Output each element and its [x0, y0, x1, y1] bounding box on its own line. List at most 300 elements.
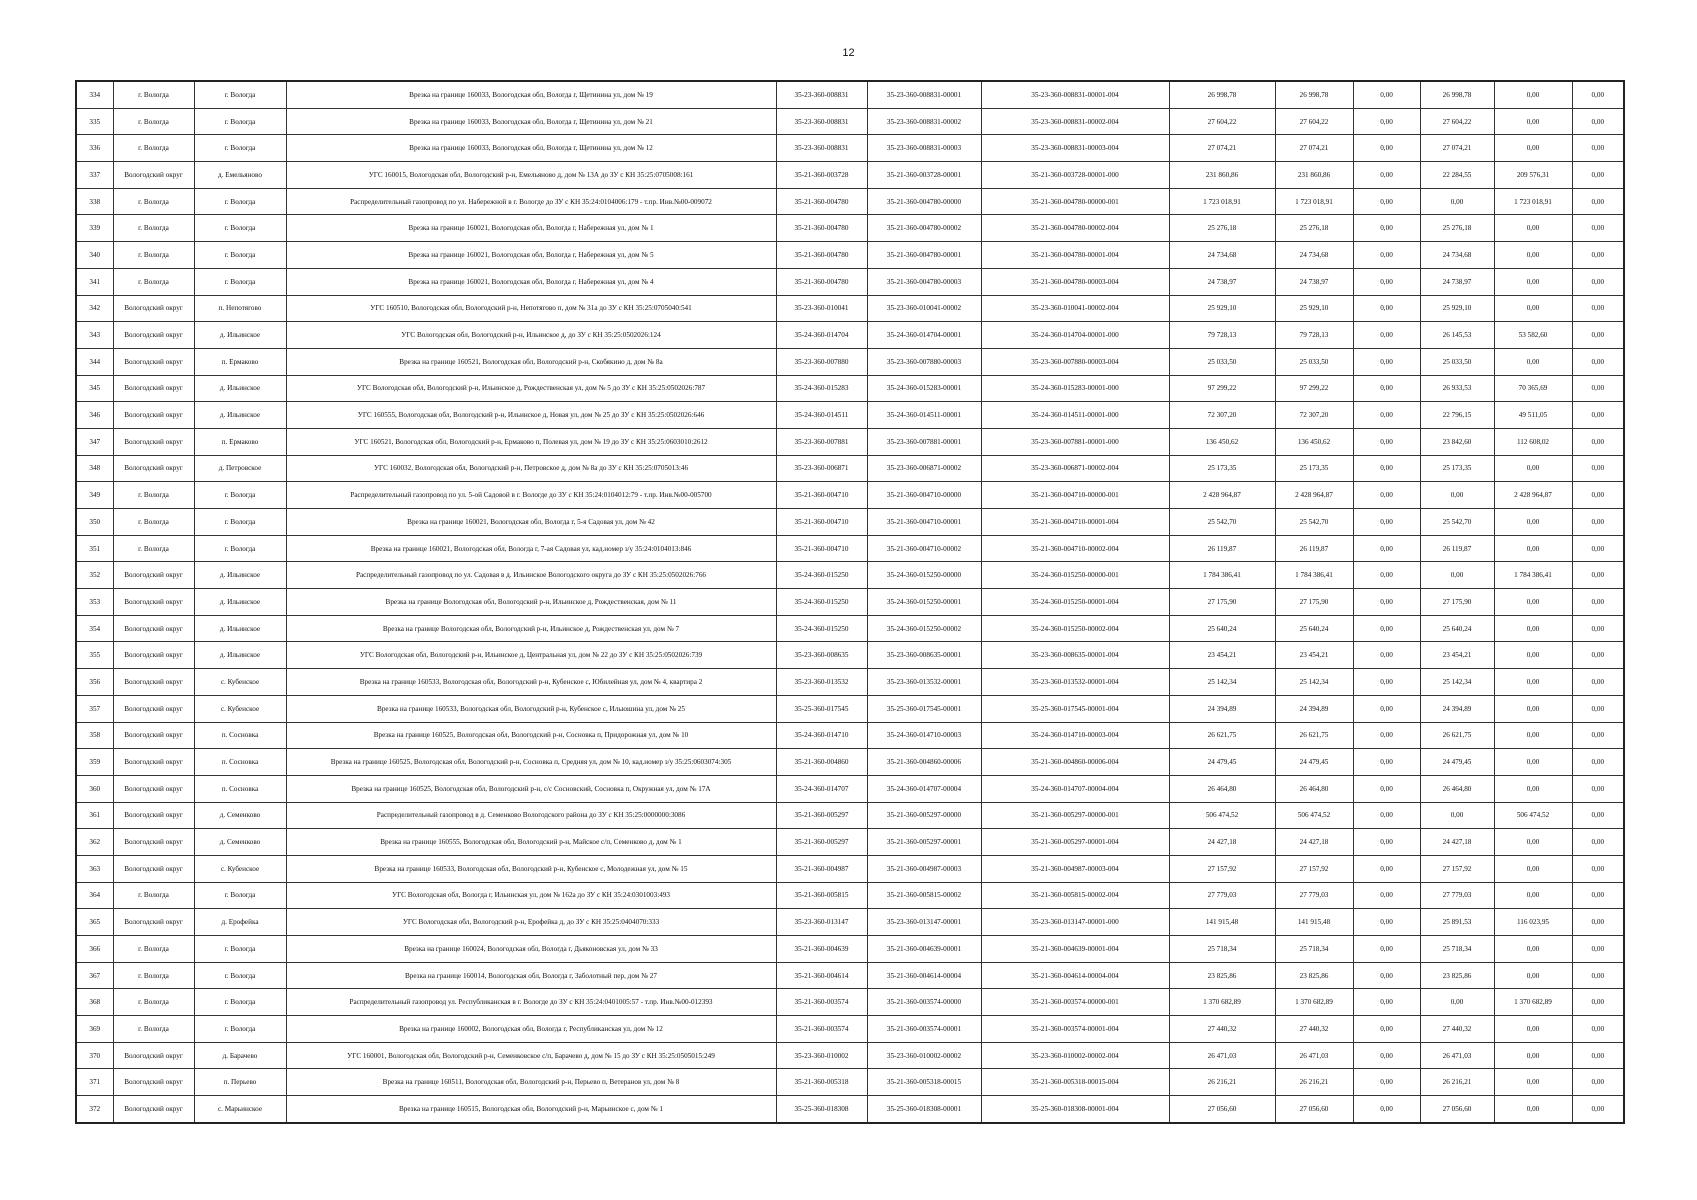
row-number-cell: 368 [76, 989, 113, 1016]
table-row [76, 375, 1624, 402]
code-cell: 35-23-360-008831 [776, 108, 867, 135]
row-number-cell: 346 [76, 402, 113, 429]
table-row [76, 108, 1624, 135]
value-cell: 506 474,52 [1275, 802, 1353, 829]
row-number-cell: 349 [76, 482, 113, 509]
zero-value-cell: 0,00 [1353, 108, 1420, 135]
subcode-cell: 35-25-360-018308-00001 [867, 1096, 981, 1123]
code-cell: 35-24-360-014704 [776, 322, 867, 349]
row-number-cell: 365 [76, 909, 113, 936]
zero-value-cell: 0,00 [1353, 962, 1420, 989]
code-cell: 35-21-360-004780 [776, 268, 867, 295]
part-value-cell: 24 394,89 [1420, 695, 1494, 722]
table-row [76, 509, 1624, 536]
part-value-cell: 25 929,10 [1420, 295, 1494, 322]
settlement-cell: г. Вологда [194, 215, 286, 242]
table-row [76, 322, 1624, 349]
remainder-value-cell: 0,00 [1494, 962, 1572, 989]
row-number-cell: 364 [76, 882, 113, 909]
value-cell: 79 728,13 [1275, 322, 1353, 349]
full-code-cell: 35-23-360-006871-00002-004 [981, 455, 1169, 482]
district-cell: г. Вологда [113, 108, 194, 135]
full-code-cell: 35-23-360-013147-00001-000 [981, 909, 1169, 936]
part-value-cell: 25 142,34 [1420, 669, 1494, 696]
code-cell: 35-24-360-014707 [776, 775, 867, 802]
settlement-cell: г. Вологда [194, 1016, 286, 1043]
value-cell: 141 915,48 [1275, 909, 1353, 936]
part-value-cell: 26 119,87 [1420, 535, 1494, 562]
settlement-cell: г. Вологда [194, 962, 286, 989]
full-code-cell: 35-24-360-014511-00001-000 [981, 402, 1169, 429]
code-cell: 35-21-360-004860 [776, 749, 867, 776]
code-cell: 35-25-360-018308 [776, 1096, 867, 1123]
district-cell: г. Вологда [113, 1016, 194, 1043]
district-cell: г. Вологда [113, 509, 194, 536]
last-value-cell: 0,00 [1572, 1069, 1624, 1096]
object-description-cell: УГС 160032, Вологодская обл, Вологодский р-н, Петровское д, дом № 8а до ЗУ с КН 35:25:0705013:46 [286, 455, 776, 482]
settlement-cell: с. Кубенское [194, 669, 286, 696]
code-cell: 35-21-360-003574 [776, 1016, 867, 1043]
code-cell: 35-23-360-008635 [776, 642, 867, 669]
full-code-cell: 35-21-360-005297-00000-001 [981, 802, 1169, 829]
subcode-cell: 35-24-360-015283-00001 [867, 375, 981, 402]
subcode-cell: 35-23-360-008831-00002 [867, 108, 981, 135]
full-code-cell: 35-25-360-017545-00001-004 [981, 695, 1169, 722]
district-cell: Вологодский округ [113, 562, 194, 589]
remainder-value-cell: 0,00 [1494, 589, 1572, 616]
total-value-cell: 27 157,92 [1169, 855, 1275, 882]
value-cell: 26 464,80 [1275, 775, 1353, 802]
part-value-cell: 26 216,21 [1420, 1069, 1494, 1096]
zero-value-cell: 0,00 [1353, 669, 1420, 696]
remainder-value-cell: 0,00 [1494, 535, 1572, 562]
object-description-cell: УГС 160001, Вологодская обл, Вологодский р-н, Семенковское с/п, Барачево д, дом № 15 до ЗУ с КН 35:25:0505015:249 [286, 1042, 776, 1069]
last-value-cell: 0,00 [1572, 402, 1624, 429]
remainder-value-cell: 506 474,52 [1494, 802, 1572, 829]
district-cell: Вологодский округ [113, 348, 194, 375]
table-row [76, 669, 1624, 696]
table-row [76, 615, 1624, 642]
part-value-cell: 23 454,21 [1420, 642, 1494, 669]
district-cell: г. Вологда [113, 188, 194, 215]
table-row [76, 936, 1624, 963]
remainder-value-cell: 0,00 [1494, 615, 1572, 642]
value-cell: 23 454,21 [1275, 642, 1353, 669]
remainder-value-cell: 1 784 386,41 [1494, 562, 1572, 589]
total-value-cell: 506 474,52 [1169, 802, 1275, 829]
code-cell: 35-21-360-004987 [776, 855, 867, 882]
subcode-cell: 35-24-360-014707-00004 [867, 775, 981, 802]
settlement-cell: с. Кубенское [194, 855, 286, 882]
zero-value-cell: 0,00 [1353, 1042, 1420, 1069]
district-cell: Вологодский округ [113, 589, 194, 616]
last-value-cell: 0,00 [1572, 188, 1624, 215]
value-cell: 25 173,35 [1275, 455, 1353, 482]
zero-value-cell: 0,00 [1353, 1096, 1420, 1123]
subcode-cell: 35-21-360-004710-00000 [867, 482, 981, 509]
total-value-cell: 97 299,22 [1169, 375, 1275, 402]
row-number-cell: 372 [76, 1096, 113, 1123]
full-code-cell: 35-24-360-014710-00003-004 [981, 722, 1169, 749]
code-cell: 35-24-360-015250 [776, 562, 867, 589]
zero-value-cell: 0,00 [1353, 81, 1420, 108]
last-value-cell: 0,00 [1572, 348, 1624, 375]
district-cell: Вологодский округ [113, 1069, 194, 1096]
settlement-cell: с. Кубенское [194, 695, 286, 722]
full-code-cell: 35-24-360-015250-00000-001 [981, 562, 1169, 589]
value-cell: 1 370 682,89 [1275, 989, 1353, 1016]
code-cell: 35-24-360-014511 [776, 402, 867, 429]
value-cell: 26 621,75 [1275, 722, 1353, 749]
remainder-value-cell: 70 365,69 [1494, 375, 1572, 402]
full-code-cell: 35-21-360-004710-00002-004 [981, 535, 1169, 562]
district-cell: г. Вологда [113, 962, 194, 989]
table-row [76, 882, 1624, 909]
code-cell: 35-21-360-004780 [776, 188, 867, 215]
full-code-cell: 35-21-360-005318-00015-004 [981, 1069, 1169, 1096]
district-cell: Вологодский округ [113, 695, 194, 722]
district-cell: Вологодский округ [113, 802, 194, 829]
last-value-cell: 0,00 [1572, 268, 1624, 295]
last-value-cell: 0,00 [1572, 482, 1624, 509]
row-number-cell: 366 [76, 936, 113, 963]
settlement-cell: д. Ильинское [194, 375, 286, 402]
zero-value-cell: 0,00 [1353, 215, 1420, 242]
zero-value-cell: 0,00 [1353, 375, 1420, 402]
remainder-value-cell: 1 370 682,89 [1494, 989, 1572, 1016]
value-cell: 25 033,50 [1275, 348, 1353, 375]
value-cell: 72 307,20 [1275, 402, 1353, 429]
table-row [76, 535, 1624, 562]
last-value-cell: 0,00 [1572, 1016, 1624, 1043]
table-row [76, 1042, 1624, 1069]
part-value-cell: 25 173,35 [1420, 455, 1494, 482]
total-value-cell: 231 860,86 [1169, 162, 1275, 189]
last-value-cell: 0,00 [1572, 722, 1624, 749]
table-row [76, 188, 1624, 215]
remainder-value-cell: 0,00 [1494, 268, 1572, 295]
total-value-cell: 1 784 386,41 [1169, 562, 1275, 589]
last-value-cell: 0,00 [1572, 615, 1624, 642]
settlement-cell: д. Ильинское [194, 615, 286, 642]
last-value-cell: 0,00 [1572, 215, 1624, 242]
table-row [76, 775, 1624, 802]
row-number-cell: 334 [76, 81, 113, 108]
settlement-cell: д. Семенково [194, 802, 286, 829]
full-code-cell: 35-23-360-010002-00002-004 [981, 1042, 1169, 1069]
remainder-value-cell: 0,00 [1494, 936, 1572, 963]
zero-value-cell: 0,00 [1353, 509, 1420, 536]
value-cell: 24 738,97 [1275, 268, 1353, 295]
last-value-cell: 0,00 [1572, 375, 1624, 402]
object-description-cell: Врезка на границе 160521, Вологодская обл, Вологодский р-н, Скобякино д, дом № 8а [286, 348, 776, 375]
full-code-cell: 35-23-360-008831-00003-004 [981, 135, 1169, 162]
object-description-cell: Врезка на границе 160555, Вологодская обл, Вологодский р-н, Майское с/п, Семенково д, дом № 1 [286, 829, 776, 856]
part-value-cell: 26 145,53 [1420, 322, 1494, 349]
total-value-cell: 27 056,60 [1169, 1096, 1275, 1123]
full-code-cell: 35-23-360-008831-00001-004 [981, 81, 1169, 108]
settlement-cell: г. Вологда [194, 135, 286, 162]
table-row [76, 1016, 1624, 1043]
object-description-cell: Распределительный газопровод по ул. Набережной в г. Вологде до ЗУ с КН 35:24:0104006:179 - т.пр. Инв.№00-009072 [286, 188, 776, 215]
remainder-value-cell: 0,00 [1494, 295, 1572, 322]
subcode-cell: 35-24-360-015250-00001 [867, 589, 981, 616]
subcode-cell: 35-24-360-014511-00001 [867, 402, 981, 429]
district-cell: Вологодский округ [113, 428, 194, 455]
row-number-cell: 336 [76, 135, 113, 162]
full-code-cell: 35-21-360-004860-00006-004 [981, 749, 1169, 776]
table-row [76, 295, 1624, 322]
remainder-value-cell: 0,00 [1494, 722, 1572, 749]
last-value-cell: 0,00 [1572, 509, 1624, 536]
object-description-cell: Врезка на границе 160511, Вологодская обл, Вологодский р-н, Перьево п, Ветеранов ул, дом № 8 [286, 1069, 776, 1096]
row-number-cell: 340 [76, 242, 113, 269]
table-row [76, 802, 1624, 829]
row-number-cell: 371 [76, 1069, 113, 1096]
part-value-cell: 27 440,32 [1420, 1016, 1494, 1043]
full-code-cell: 35-21-360-004780-00000-001 [981, 188, 1169, 215]
total-value-cell: 23 825,86 [1169, 962, 1275, 989]
object-description-cell: Врезка на границе 160033, Вологодская обл, Вологда г, Щетинина ул, дом № 21 [286, 108, 776, 135]
subcode-cell: 35-25-360-017545-00001 [867, 695, 981, 722]
zero-value-cell: 0,00 [1353, 535, 1420, 562]
object-description-cell: Врезка на границе 160002, Вологодская обл, Вологда г, Республиканская ул, дом № 12 [286, 1016, 776, 1043]
total-value-cell: 26 464,80 [1169, 775, 1275, 802]
district-cell: г. Вологда [113, 936, 194, 963]
row-number-cell: 348 [76, 455, 113, 482]
last-value-cell: 0,00 [1572, 562, 1624, 589]
part-value-cell: 0,00 [1420, 989, 1494, 1016]
value-cell: 26 119,87 [1275, 535, 1353, 562]
full-code-cell: 35-23-360-007880-00003-004 [981, 348, 1169, 375]
row-number-cell: 354 [76, 615, 113, 642]
part-value-cell: 27 175,90 [1420, 589, 1494, 616]
remainder-value-cell: 0,00 [1494, 775, 1572, 802]
settlement-cell: п. Сосновка [194, 749, 286, 776]
settlement-cell: п. Перьево [194, 1069, 286, 1096]
total-value-cell: 136 450,62 [1169, 428, 1275, 455]
full-code-cell: 35-23-360-008831-00002-004 [981, 108, 1169, 135]
value-cell: 26 471,03 [1275, 1042, 1353, 1069]
district-cell: Вологодский округ [113, 322, 194, 349]
remainder-value-cell: 0,00 [1494, 455, 1572, 482]
district-cell: Вологодский округ [113, 402, 194, 429]
part-value-cell: 27 056,60 [1420, 1096, 1494, 1123]
subcode-cell: 35-23-360-008831-00001 [867, 81, 981, 108]
total-value-cell: 26 216,21 [1169, 1069, 1275, 1096]
value-cell: 24 394,89 [1275, 695, 1353, 722]
row-number-cell: 352 [76, 562, 113, 589]
part-value-cell: 0,00 [1420, 802, 1494, 829]
total-value-cell: 25 542,70 [1169, 509, 1275, 536]
object-description-cell: УГС 160015, Вологодская обл, Вологодский р-н, Емельяново д, дом № 13А до ЗУ с КН 35:25:0705008:161 [286, 162, 776, 189]
object-description-cell: Врезка на границе 160021, Вологодская обл, Вологда г, Набережная ул, дом № 4 [286, 268, 776, 295]
remainder-value-cell: 116 023,95 [1494, 909, 1572, 936]
total-value-cell: 24 427,18 [1169, 829, 1275, 856]
last-value-cell: 0,00 [1572, 1096, 1624, 1123]
district-cell: Вологодский округ [113, 295, 194, 322]
district-cell: г. Вологда [113, 482, 194, 509]
last-value-cell: 0,00 [1572, 989, 1624, 1016]
value-cell: 1 723 018,91 [1275, 188, 1353, 215]
remainder-value-cell: 112 608,02 [1494, 428, 1572, 455]
part-value-cell: 25 542,70 [1420, 509, 1494, 536]
row-number-cell: 355 [76, 642, 113, 669]
row-number-cell: 363 [76, 855, 113, 882]
full-code-cell: 35-21-360-003574-00001-004 [981, 1016, 1169, 1043]
last-value-cell: 0,00 [1572, 909, 1624, 936]
remainder-value-cell: 209 576,31 [1494, 162, 1572, 189]
table-row [76, 81, 1624, 108]
subcode-cell: 35-21-360-004780-00001 [867, 242, 981, 269]
object-description-cell: УГС 160510, Вологодская обл, Вологодский р-н, Непотягово п, дом № 31а до ЗУ с КН 35:25:0705040:541 [286, 295, 776, 322]
object-description-cell: Врезка на границе 160533, Вологодская обл, Вологодский р-н, Кубенское с, Юбилейная ул, дом № 4, квартира 2 [286, 669, 776, 696]
object-description-cell: Врезка на границе 160014, Вологодская обл, Вологда г, Заболотный пер, дом № 27 [286, 962, 776, 989]
table-row [76, 242, 1624, 269]
last-value-cell: 0,00 [1572, 455, 1624, 482]
last-value-cell: 0,00 [1572, 135, 1624, 162]
part-value-cell: 0,00 [1420, 188, 1494, 215]
code-cell: 35-23-360-006871 [776, 455, 867, 482]
code-cell: 35-21-360-005318 [776, 1069, 867, 1096]
total-value-cell: 2 428 964,87 [1169, 482, 1275, 509]
object-description-cell: УГС Вологодская обл, Вологодский р-н, Ильинское д, Рождественская ул, дом № 5 до ЗУ с КН 35:25:0502026:787 [286, 375, 776, 402]
subcode-cell: 35-23-360-008635-00001 [867, 642, 981, 669]
subcode-cell: 35-21-360-004614-00004 [867, 962, 981, 989]
subcode-cell: 35-21-360-004780-00003 [867, 268, 981, 295]
row-number-cell: 370 [76, 1042, 113, 1069]
value-cell: 25 276,18 [1275, 215, 1353, 242]
table-row [76, 962, 1624, 989]
last-value-cell: 0,00 [1572, 962, 1624, 989]
subcode-cell: 35-21-360-004710-00002 [867, 535, 981, 562]
total-value-cell: 26 621,75 [1169, 722, 1275, 749]
district-cell: Вологодский округ [113, 615, 194, 642]
settlement-cell: г. Вологда [194, 535, 286, 562]
value-cell: 27 157,92 [1275, 855, 1353, 882]
value-cell: 23 825,86 [1275, 962, 1353, 989]
zero-value-cell: 0,00 [1353, 455, 1420, 482]
last-value-cell: 0,00 [1572, 936, 1624, 963]
value-cell: 24 427,18 [1275, 829, 1353, 856]
zero-value-cell: 0,00 [1353, 428, 1420, 455]
total-value-cell: 25 173,35 [1169, 455, 1275, 482]
settlement-cell: г. Вологда [194, 188, 286, 215]
subcode-cell: 35-24-360-015250-00000 [867, 562, 981, 589]
zero-value-cell: 0,00 [1353, 775, 1420, 802]
code-cell: 35-21-360-005297 [776, 802, 867, 829]
zero-value-cell: 0,00 [1353, 188, 1420, 215]
settlement-cell: д. Ильинское [194, 562, 286, 589]
row-number-cell: 357 [76, 695, 113, 722]
value-cell: 136 450,62 [1275, 428, 1353, 455]
last-value-cell: 0,00 [1572, 695, 1624, 722]
total-value-cell: 72 307,20 [1169, 402, 1275, 429]
settlement-cell: п. Ермаково [194, 348, 286, 375]
table-row [76, 268, 1624, 295]
subcode-cell: 35-21-360-004639-00001 [867, 936, 981, 963]
code-cell: 35-24-360-015250 [776, 615, 867, 642]
remainder-value-cell: 0,00 [1494, 108, 1572, 135]
full-code-cell: 35-23-360-008635-00001-004 [981, 642, 1169, 669]
object-description-cell: УГС 160555, Вологодская обл, Вологодский р-н, Ильинское д, Новая ул, дом № 25 до ЗУ с КН 35:25:0502026:646 [286, 402, 776, 429]
object-description-cell: Врезка на границе 160525, Вологодская обл, Вологодский р-н, Сосновка п, Средняя ул, дом № 10, кад.номер з/у 35:25:0603074:305 [286, 749, 776, 776]
part-value-cell: 23 825,86 [1420, 962, 1494, 989]
part-value-cell: 27 779,03 [1420, 882, 1494, 909]
full-code-cell: 35-21-360-004780-00001-004 [981, 242, 1169, 269]
district-cell: г. Вологда [113, 242, 194, 269]
settlement-cell: г. Вологда [194, 989, 286, 1016]
object-description-cell: Врезка на границе 160033, Вологодская обл, Вологда г, Щетинина ул, дом № 12 [286, 135, 776, 162]
subcode-cell: 35-21-360-003574-00000 [867, 989, 981, 1016]
zero-value-cell: 0,00 [1353, 562, 1420, 589]
object-description-cell: УГС 160521, Вологодская обл, Вологодский р-н, Ермаково п, Полевая ул, дом № 19 до ЗУ с КН 35:25:0603010:2612 [286, 428, 776, 455]
table-row [76, 695, 1624, 722]
last-value-cell: 0,00 [1572, 428, 1624, 455]
code-cell: 35-23-360-007880 [776, 348, 867, 375]
part-value-cell: 25 033,50 [1420, 348, 1494, 375]
row-number-cell: 360 [76, 775, 113, 802]
district-cell: Вологодский округ [113, 375, 194, 402]
subcode-cell: 35-21-360-004860-00006 [867, 749, 981, 776]
object-description-cell: Врезка на границе 160525, Вологодская обл, Вологодский р-н, с/с Сосновский, Сосновка п, Окружная ул, дом № 17А [286, 775, 776, 802]
value-cell: 24 479,45 [1275, 749, 1353, 776]
code-cell: 35-21-360-004614 [776, 962, 867, 989]
settlement-cell: д. Барачево [194, 1042, 286, 1069]
remainder-value-cell: 0,00 [1494, 81, 1572, 108]
remainder-value-cell: 0,00 [1494, 348, 1572, 375]
value-cell: 2 428 964,87 [1275, 482, 1353, 509]
remainder-value-cell: 0,00 [1494, 642, 1572, 669]
part-value-cell: 27 074,21 [1420, 135, 1494, 162]
row-number-cell: 345 [76, 375, 113, 402]
code-cell: 35-21-360-005297 [776, 829, 867, 856]
part-value-cell: 25 718,34 [1420, 936, 1494, 963]
zero-value-cell: 0,00 [1353, 989, 1420, 1016]
row-number-cell: 347 [76, 428, 113, 455]
remainder-value-cell: 0,00 [1494, 829, 1572, 856]
settlement-cell: г. Вологда [194, 81, 286, 108]
settlement-cell: г. Вологда [194, 268, 286, 295]
settlement-cell: д. Петровское [194, 455, 286, 482]
value-cell: 25 929,10 [1275, 295, 1353, 322]
subcode-cell: 35-21-360-004780-00002 [867, 215, 981, 242]
object-description-cell: Врезка на границе 160021, Вологодская обл, Вологда г, Набережная ул, дом № 5 [286, 242, 776, 269]
total-value-cell: 26 119,87 [1169, 535, 1275, 562]
settlement-cell: г. Вологда [194, 936, 286, 963]
subcode-cell: 35-21-360-005815-00002 [867, 882, 981, 909]
value-cell: 27 175,90 [1275, 589, 1353, 616]
part-value-cell: 25 891,53 [1420, 909, 1494, 936]
part-value-cell: 25 640,24 [1420, 615, 1494, 642]
remainder-value-cell: 0,00 [1494, 242, 1572, 269]
row-number-cell: 337 [76, 162, 113, 189]
full-code-cell: 35-23-360-007881-00001-000 [981, 428, 1169, 455]
total-value-cell: 24 479,45 [1169, 749, 1275, 776]
settlement-cell: г. Вологда [194, 482, 286, 509]
last-value-cell: 0,00 [1572, 108, 1624, 135]
value-cell: 27 779,03 [1275, 882, 1353, 909]
table-row [76, 642, 1624, 669]
district-cell: Вологодский округ [113, 1042, 194, 1069]
code-cell: 35-25-360-017545 [776, 695, 867, 722]
zero-value-cell: 0,00 [1353, 642, 1420, 669]
page-number: 12 [842, 47, 855, 59]
value-cell: 27 604,22 [1275, 108, 1353, 135]
code-cell: 35-24-360-015283 [776, 375, 867, 402]
full-code-cell: 35-21-360-004614-00004-004 [981, 962, 1169, 989]
full-code-cell: 35-21-360-004710-00000-001 [981, 482, 1169, 509]
